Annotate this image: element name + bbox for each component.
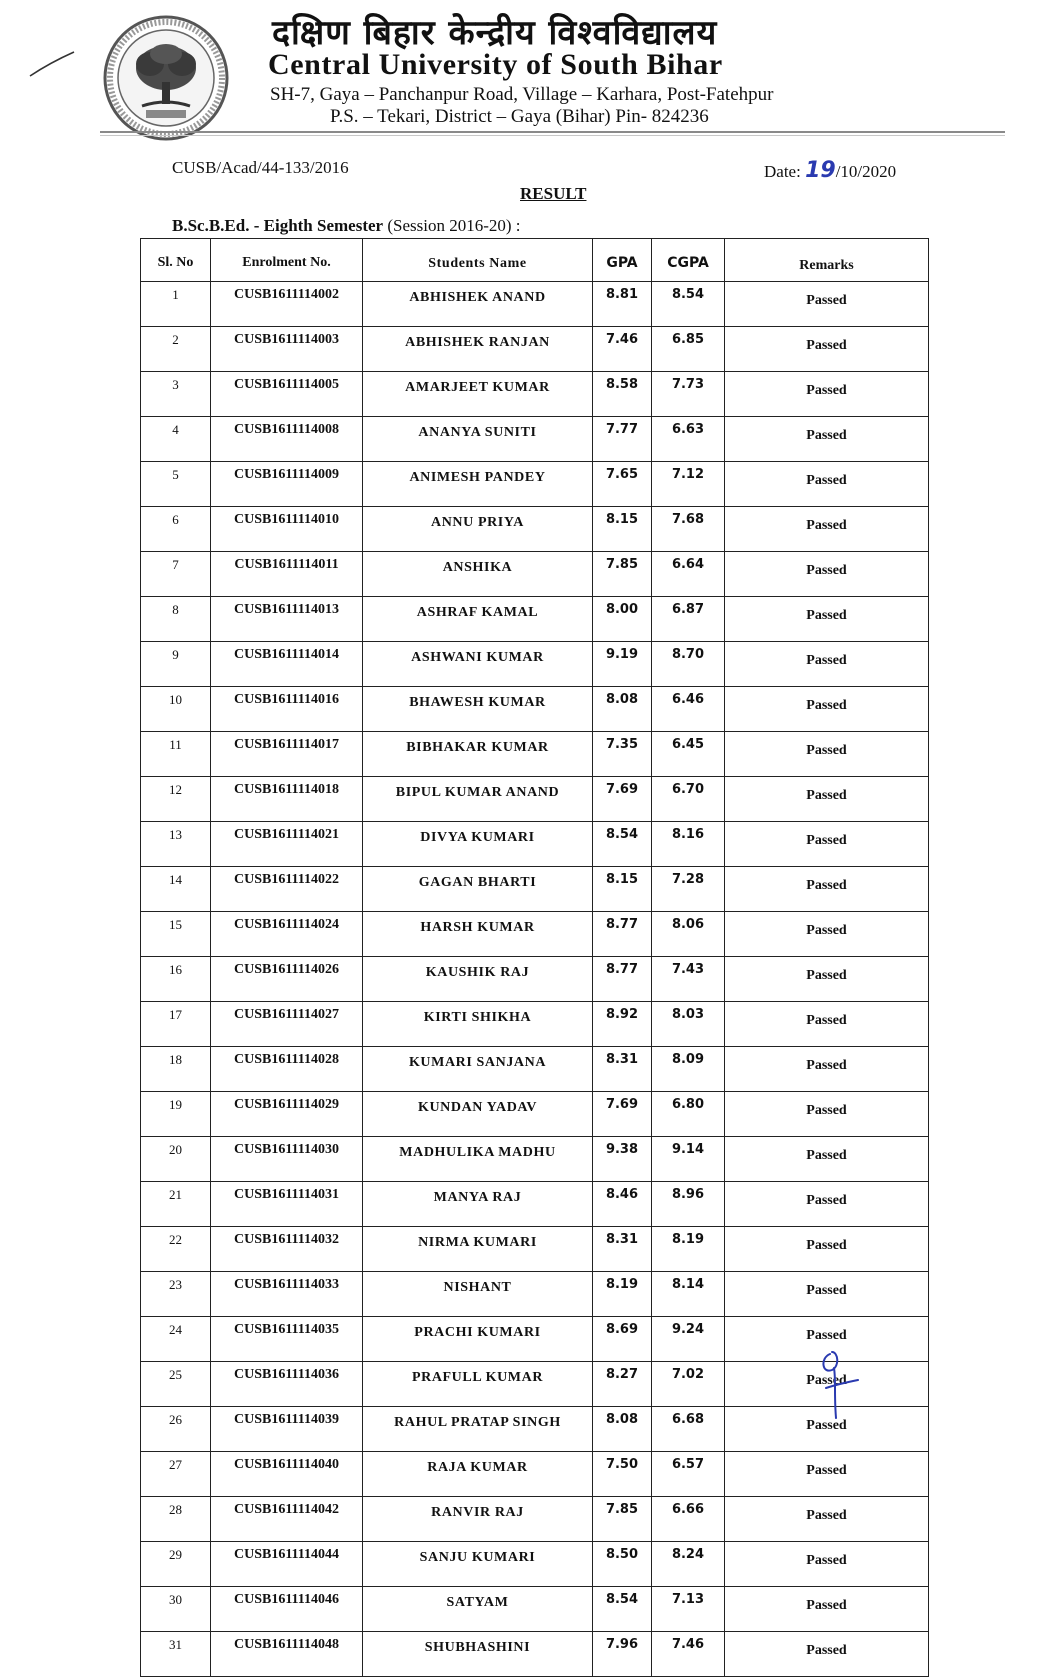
cell-student-name: BIBHAKAR KUMAR xyxy=(363,732,593,777)
cell-gpa: 8.77 xyxy=(593,957,652,1002)
cell-enrolment: CUSB1611114039 xyxy=(211,1407,363,1452)
cell-sl-no: 5 xyxy=(141,462,211,507)
header-cgpa: CGPA xyxy=(652,239,725,282)
cell-enrolment: CUSB1611114032 xyxy=(211,1227,363,1272)
cell-gpa: 7.96 xyxy=(593,1632,652,1677)
cell-sl-no: 26 xyxy=(141,1407,211,1452)
cell-sl-no: 1 xyxy=(141,282,211,327)
cell-student-name: MADHULIKA MADHU xyxy=(363,1137,593,1182)
table-row xyxy=(141,507,929,552)
cell-cgpa: 8.70 xyxy=(652,642,725,687)
cell-remarks: Passed xyxy=(725,867,929,912)
header-gpa: GPA xyxy=(593,239,652,282)
header-student-name: Students Name xyxy=(363,239,593,282)
cell-gpa: 7.50 xyxy=(593,1452,652,1497)
cell-cgpa: 6.70 xyxy=(652,777,725,822)
cell-enrolment: CUSB1611114040 xyxy=(211,1452,363,1497)
cell-remarks: Passed xyxy=(725,327,929,372)
table-row xyxy=(141,867,929,912)
cell-student-name: ANSHIKA xyxy=(363,552,593,597)
cell-remarks: Passed xyxy=(725,417,929,462)
cell-remarks: Passed xyxy=(725,1362,929,1407)
cell-student-name: KAUSHIK RAJ xyxy=(363,957,593,1002)
table-row xyxy=(141,1227,929,1272)
table-row xyxy=(141,642,929,687)
cell-cgpa: 6.80 xyxy=(652,1092,725,1137)
table-row xyxy=(141,1542,929,1587)
cell-enrolment: CUSB1611114018 xyxy=(211,777,363,822)
table-row xyxy=(141,327,929,372)
cell-remarks: Passed xyxy=(725,462,929,507)
table-row xyxy=(141,597,929,642)
cell-sl-no: 9 xyxy=(141,642,211,687)
table-row xyxy=(141,1137,929,1182)
cell-gpa: 8.00 xyxy=(593,597,652,642)
cell-remarks: Passed xyxy=(725,1542,929,1587)
cell-student-name: KIRTI SHIKHA xyxy=(363,1002,593,1047)
cell-remarks: Passed xyxy=(725,1452,929,1497)
cell-sl-no: 24 xyxy=(141,1317,211,1362)
cell-student-name: ASHRAF KAMAL xyxy=(363,597,593,642)
cell-sl-no: 20 xyxy=(141,1137,211,1182)
cell-gpa: 9.19 xyxy=(593,642,652,687)
cell-enrolment: CUSB1611114042 xyxy=(211,1497,363,1542)
cell-student-name: BIPUL KUMAR ANAND xyxy=(363,777,593,822)
cell-cgpa: 8.19 xyxy=(652,1227,725,1272)
pen-stroke-mark xyxy=(28,50,76,80)
table-row xyxy=(141,1002,929,1047)
cell-cgpa: 7.02 xyxy=(652,1362,725,1407)
cell-gpa: 7.69 xyxy=(593,1092,652,1137)
cell-sl-no: 27 xyxy=(141,1452,211,1497)
cell-cgpa: 6.45 xyxy=(652,732,725,777)
cell-student-name: AMARJEET KUMAR xyxy=(363,372,593,417)
cell-student-name: RANVIR RAJ xyxy=(363,1497,593,1542)
cell-sl-no: 22 xyxy=(141,1227,211,1272)
cell-sl-no: 7 xyxy=(141,552,211,597)
cell-gpa: 7.35 xyxy=(593,732,652,777)
table-row xyxy=(141,1587,929,1632)
cell-enrolment: CUSB1611114008 xyxy=(211,417,363,462)
cell-student-name: PRACHI KUMARI xyxy=(363,1317,593,1362)
table-row xyxy=(141,957,929,1002)
cell-remarks: Passed xyxy=(725,552,929,597)
cell-cgpa: 8.03 xyxy=(652,1002,725,1047)
cell-gpa: 7.77 xyxy=(593,417,652,462)
date-day-handwritten: 19 xyxy=(805,158,836,183)
cell-gpa: 8.69 xyxy=(593,1317,652,1362)
cell-student-name: ABHISHEK RANJAN xyxy=(363,327,593,372)
cell-student-name: ANANYA SUNITI xyxy=(363,417,593,462)
cell-gpa: 9.38 xyxy=(593,1137,652,1182)
cell-sl-no: 29 xyxy=(141,1542,211,1587)
cell-cgpa: 7.28 xyxy=(652,867,725,912)
cell-enrolment: CUSB1611114013 xyxy=(211,597,363,642)
cell-remarks: Passed xyxy=(725,372,929,417)
cell-remarks: Passed xyxy=(725,597,929,642)
cell-sl-no: 18 xyxy=(141,1047,211,1092)
cell-gpa: 8.77 xyxy=(593,912,652,957)
cell-sl-no: 31 xyxy=(141,1632,211,1677)
cell-remarks: Passed xyxy=(725,1272,929,1317)
cell-enrolment: CUSB1611114028 xyxy=(211,1047,363,1092)
cell-sl-no: 17 xyxy=(141,1002,211,1047)
cell-remarks: Passed xyxy=(725,777,929,822)
cell-gpa: 8.31 xyxy=(593,1047,652,1092)
results-table xyxy=(140,238,929,1677)
cell-enrolment: CUSB1611114022 xyxy=(211,867,363,912)
cell-gpa: 8.50 xyxy=(593,1542,652,1587)
cell-sl-no: 15 xyxy=(141,912,211,957)
date-month-year: /10/2020 xyxy=(835,162,897,181)
cell-cgpa: 8.54 xyxy=(652,282,725,327)
cell-sl-no: 11 xyxy=(141,732,211,777)
cell-student-name: ABHISHEK ANAND xyxy=(363,282,593,327)
cell-gpa: 7.85 xyxy=(593,552,652,597)
cell-gpa: 7.69 xyxy=(593,777,652,822)
table-row xyxy=(141,372,929,417)
table-row xyxy=(141,1407,929,1452)
cell-enrolment: CUSB1611114035 xyxy=(211,1317,363,1362)
cell-gpa: 8.31 xyxy=(593,1227,652,1272)
cell-remarks: Passed xyxy=(725,507,929,552)
cell-sl-no: 23 xyxy=(141,1272,211,1317)
cell-student-name: DIVYA KUMARI xyxy=(363,822,593,867)
cell-sl-no: 14 xyxy=(141,867,211,912)
cell-cgpa: 6.46 xyxy=(652,687,725,732)
cell-gpa: 8.58 xyxy=(593,372,652,417)
table-row xyxy=(141,1362,929,1407)
cell-cgpa: 9.14 xyxy=(652,1137,725,1182)
cell-enrolment: CUSB1611114009 xyxy=(211,462,363,507)
table-header-row xyxy=(141,239,929,282)
table-row xyxy=(141,1182,929,1227)
cell-enrolment: CUSB1611114017 xyxy=(211,732,363,777)
table-row xyxy=(141,777,929,822)
cell-cgpa: 7.68 xyxy=(652,507,725,552)
table-row xyxy=(141,462,929,507)
cell-enrolment: CUSB1611114011 xyxy=(211,552,363,597)
cell-gpa: 8.54 xyxy=(593,1587,652,1632)
cell-student-name: KUMARI SANJANA xyxy=(363,1047,593,1092)
cell-sl-no: 21 xyxy=(141,1182,211,1227)
cell-sl-no: 3 xyxy=(141,372,211,417)
cell-cgpa: 8.06 xyxy=(652,912,725,957)
date-label: Date: xyxy=(764,162,801,181)
table-body xyxy=(141,282,929,1677)
cell-sl-no: 4 xyxy=(141,417,211,462)
university-name-hindi: दक्षिण बिहार केन्द्रीय विश्वविद्यालय xyxy=(272,13,718,53)
cell-remarks: Passed xyxy=(725,1317,929,1362)
cell-remarks: Passed xyxy=(725,732,929,777)
cell-remarks: Passed xyxy=(725,1587,929,1632)
cell-student-name: NISHANT xyxy=(363,1272,593,1317)
cell-student-name: PRAFULL KUMAR xyxy=(363,1362,593,1407)
cell-remarks: Passed xyxy=(725,912,929,957)
cell-student-name: RAHUL PRATAP SINGH xyxy=(363,1407,593,1452)
cell-enrolment: CUSB1611114016 xyxy=(211,687,363,732)
cell-cgpa: 7.43 xyxy=(652,957,725,1002)
cell-cgpa: 7.13 xyxy=(652,1587,725,1632)
cell-remarks: Passed xyxy=(725,642,929,687)
session-text: (Session 2016-20) : xyxy=(387,216,521,235)
address-line-1: SH-7, Gaya – Panchanpur Road, Village – Karhara, Post-Fatehpur xyxy=(270,84,774,105)
cell-gpa: 7.85 xyxy=(593,1497,652,1542)
cell-enrolment: CUSB1611114014 xyxy=(211,642,363,687)
cell-gpa: 8.46 xyxy=(593,1182,652,1227)
header-enrolment: Enrolment No. xyxy=(211,239,363,282)
cell-gpa: 8.15 xyxy=(593,867,652,912)
cell-cgpa: 6.85 xyxy=(652,327,725,372)
cell-sl-no: 30 xyxy=(141,1587,211,1632)
header-divider xyxy=(100,131,1005,133)
cell-gpa: 8.27 xyxy=(593,1362,652,1407)
cell-student-name: SATYAM xyxy=(363,1587,593,1632)
cell-cgpa: 8.24 xyxy=(652,1542,725,1587)
cell-student-name: ANIMESH PANDEY xyxy=(363,462,593,507)
header-sl-no: Sl. No xyxy=(141,239,211,282)
table-row xyxy=(141,732,929,777)
table-row xyxy=(141,687,929,732)
cell-gpa: 7.65 xyxy=(593,462,652,507)
cell-cgpa: 6.64 xyxy=(652,552,725,597)
cell-enrolment: CUSB1611114046 xyxy=(211,1587,363,1632)
cell-cgpa: 7.46 xyxy=(652,1632,725,1677)
table-row xyxy=(141,1047,929,1092)
cell-cgpa: 8.14 xyxy=(652,1272,725,1317)
cell-remarks: Passed xyxy=(725,1047,929,1092)
cell-remarks: Passed xyxy=(725,1407,929,1452)
cell-student-name: NIRMA KUMARI xyxy=(363,1227,593,1272)
cell-sl-no: 13 xyxy=(141,822,211,867)
table-row xyxy=(141,417,929,462)
issue-date xyxy=(764,158,896,183)
cell-student-name: ANNU PRIYA xyxy=(363,507,593,552)
cell-remarks: Passed xyxy=(725,687,929,732)
cell-sl-no: 8 xyxy=(141,597,211,642)
program-name: B.Sc.B.Ed. - Eighth Semester xyxy=(172,216,384,235)
cell-enrolment: CUSB1611114024 xyxy=(211,912,363,957)
cell-gpa: 8.15 xyxy=(593,507,652,552)
cell-gpa: 8.92 xyxy=(593,1002,652,1047)
cell-cgpa: 6.63 xyxy=(652,417,725,462)
cell-enrolment: CUSB1611114026 xyxy=(211,957,363,1002)
table-row xyxy=(141,1092,929,1137)
cell-remarks: Passed xyxy=(725,282,929,327)
cell-enrolment: CUSB1611114010 xyxy=(211,507,363,552)
cell-student-name: MANYA RAJ xyxy=(363,1182,593,1227)
reference-number: CUSB/Acad/44-133/2016 xyxy=(172,158,349,177)
cell-cgpa: 7.73 xyxy=(652,372,725,417)
cell-enrolment: CUSB1611114044 xyxy=(211,1542,363,1587)
cell-remarks: Passed xyxy=(725,1092,929,1137)
header-divider-thin xyxy=(100,135,1005,136)
cell-enrolment: CUSB1611114002 xyxy=(211,282,363,327)
cell-student-name: KUNDAN YADAV xyxy=(363,1092,593,1137)
cell-enrolment: CUSB1611114029 xyxy=(211,1092,363,1137)
cell-sl-no: 2 xyxy=(141,327,211,372)
cell-enrolment: CUSB1611114027 xyxy=(211,1002,363,1047)
result-heading: RESULT xyxy=(520,184,587,203)
header-remarks: Remarks xyxy=(725,239,929,282)
cell-remarks: Passed xyxy=(725,1182,929,1227)
cell-sl-no: 19 xyxy=(141,1092,211,1137)
cell-remarks: Passed xyxy=(725,1632,929,1677)
cell-student-name: RAJA KUMAR xyxy=(363,1452,593,1497)
cell-cgpa: 8.96 xyxy=(652,1182,725,1227)
address-line-2: P.S. – Tekari, District – Gaya (Bihar) Pin- 824236 xyxy=(330,106,709,127)
program-subtitle xyxy=(172,216,521,236)
cell-gpa: 8.54 xyxy=(593,822,652,867)
cell-sl-no: 6 xyxy=(141,507,211,552)
cell-cgpa: 6.68 xyxy=(652,1407,725,1452)
cell-cgpa: 7.12 xyxy=(652,462,725,507)
cell-student-name: BHAWESH KUMAR xyxy=(363,687,593,732)
cell-remarks: Passed xyxy=(725,957,929,1002)
cell-remarks: Passed xyxy=(725,1497,929,1542)
cell-cgpa: 6.57 xyxy=(652,1452,725,1497)
table-row xyxy=(141,822,929,867)
cell-remarks: Passed xyxy=(725,1137,929,1182)
cell-sl-no: 12 xyxy=(141,777,211,822)
table-row xyxy=(141,282,929,327)
cell-remarks: Passed xyxy=(725,1227,929,1272)
cell-enrolment: CUSB1611114033 xyxy=(211,1272,363,1317)
cell-remarks: Passed xyxy=(725,1002,929,1047)
handwritten-initial-signature xyxy=(812,1344,872,1424)
table-row xyxy=(141,1272,929,1317)
cell-enrolment: CUSB1611114005 xyxy=(211,372,363,417)
cell-enrolment: CUSB1611114030 xyxy=(211,1137,363,1182)
cell-gpa: 8.19 xyxy=(593,1272,652,1317)
cell-cgpa: 9.24 xyxy=(652,1317,725,1362)
table-row xyxy=(141,912,929,957)
university-name-english: Central University of South Bihar xyxy=(268,48,723,81)
cell-gpa: 8.81 xyxy=(593,282,652,327)
table-row xyxy=(141,1632,929,1677)
cell-enrolment: CUSB1611114003 xyxy=(211,327,363,372)
cell-sl-no: 16 xyxy=(141,957,211,1002)
cell-student-name: HARSH KUMAR xyxy=(363,912,593,957)
cell-cgpa: 8.09 xyxy=(652,1047,725,1092)
table-row xyxy=(141,1317,929,1362)
cell-student-name: SHUBHASHINI xyxy=(363,1632,593,1677)
cell-sl-no: 28 xyxy=(141,1497,211,1542)
cell-sl-no: 25 xyxy=(141,1362,211,1407)
cell-cgpa: 6.87 xyxy=(652,597,725,642)
cell-gpa: 7.46 xyxy=(593,327,652,372)
table-row xyxy=(141,1452,929,1497)
cell-gpa: 8.08 xyxy=(593,1407,652,1452)
cell-student-name: ASHWANI KUMAR xyxy=(363,642,593,687)
table-row xyxy=(141,1497,929,1542)
cell-sl-no: 10 xyxy=(141,687,211,732)
cell-remarks: Passed xyxy=(725,822,929,867)
university-seal-logo xyxy=(102,14,230,142)
table-row xyxy=(141,552,929,597)
cell-cgpa: 6.66 xyxy=(652,1497,725,1542)
cell-enrolment: CUSB1611114048 xyxy=(211,1632,363,1677)
cell-cgpa: 8.16 xyxy=(652,822,725,867)
cell-student-name: SANJU KUMARI xyxy=(363,1542,593,1587)
cell-gpa: 8.08 xyxy=(593,687,652,732)
cell-enrolment: CUSB1611114031 xyxy=(211,1182,363,1227)
cell-enrolment: CUSB1611114021 xyxy=(211,822,363,867)
cell-enrolment: CUSB1611114036 xyxy=(211,1362,363,1407)
cell-student-name: GAGAN BHARTI xyxy=(363,867,593,912)
